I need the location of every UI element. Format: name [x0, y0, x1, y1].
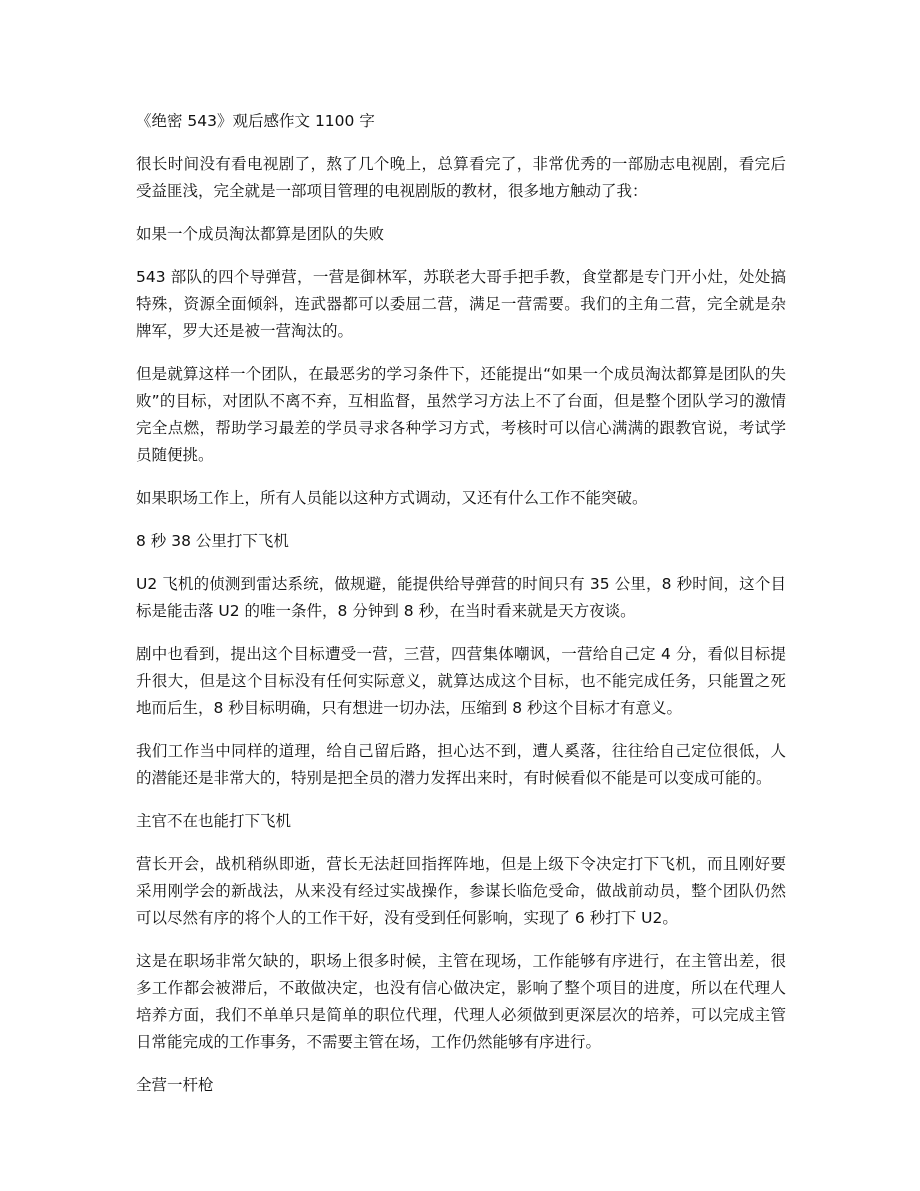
paragraph: 但是就算这样一个团队，在最恶劣的学习条件下，还能提出“如果一个成员淘汰都算是团队的失败”的目标，对团队不离不弃，互相监督，虽然学习方法上不了台面，但是整个团队学习的激情完全点燃，帮助学习最差的学员寻求各种学习方式，考核时可以信心满满的跟教官说，考试学员随便挑。: [136, 365, 786, 464]
section-heading: 全营一杆枪: [136, 1076, 214, 1094]
paragraph: 营长开会，战机稍纵即逝，营长无法赶回指挥阵地，但是上级下令决定打下飞机，而且刚好要采用刚学会的新战法，从来没有经过实战操作，参谋长临危受命，做战前动员，整个团队仍然可以尽然有序的将个人的工作干好，没有受到任何影响，实现了 6 秒打下 U2。: [136, 855, 786, 927]
paragraph: 这是在职场非常欠缺的，职场上很多时候，主管在现场，工作能够有序进行，在主管出差，很多工作都会被滞后，不敢做决定，也没有信心做决定，影响了整个项目的进度，所以在代理人培养方面，我们不单单只是简单的职位代理，代理人必须做到更深层次的培养，可以完成主管日常能完成的工作事务，不需要主管在场，工作仍然能够有序进行。: [136, 952, 786, 1051]
document-body: [136, 108, 786, 1115]
paragraph: 很长时间没有看电视剧了，熬了几个晚上，总算看完了，非常优秀的一部励志电视剧，看完后受益匪浅，完全就是一部项目管理的电视剧版的教材，很多地方触动了我：: [136, 155, 786, 200]
paragraph: 剧中也看到，提出这个目标遭受一营，三营，四营集体嘲讽，一营给自己定 4 分，看似目标提升很大，但是这个目标没有任何实际意义，就算达成这个目标，也不能完成任务，只能置之死地而后生，8 秒目标明确，只有想进一切办法，压缩到 8 秒这个目标才有意义。: [136, 645, 786, 717]
section-heading: 如果一个成员淘汰都算是团队的失败: [136, 225, 385, 243]
paragraph: 我们工作当中同样的道理，给自己留后路，担心达不到，遭人奚落，往往给自己定位很低，人的潜能还是非常大的，特别是把全员的潜力发挥出来时，有时候看似不能是可以变成可能的。: [136, 742, 786, 787]
paragraph: 543 部队的四个导弹营，一营是御林军，苏联老大哥手把手教，食堂都是专门开小灶，处处搞特殊，资源全面倾斜，连武器都可以委屈二营，满足一营需要。我们的主角二营，完全就是杂牌军，罗大还是被一营淘汰的。: [136, 268, 786, 340]
document-title: 《绝密 543》观后感作文 1100 字: [136, 112, 375, 130]
section-heading: 8 秒 38 公里打下飞机: [136, 532, 289, 550]
section-heading: 主官不在也能打下飞机: [136, 812, 292, 830]
paragraph: 如果职场工作上，所有人员能以这种方式调动，又还有什么工作不能突破。: [136, 489, 648, 507]
paragraph: U2 飞机的侦测到雷达系统，做规避，能提供给导弹营的时间只有 35 公里，8 秒时间，这个目标是能击落 U2 的唯一条件，8 分钟到 8 秒，在当时看来就是天方夜谈。: [136, 575, 786, 620]
